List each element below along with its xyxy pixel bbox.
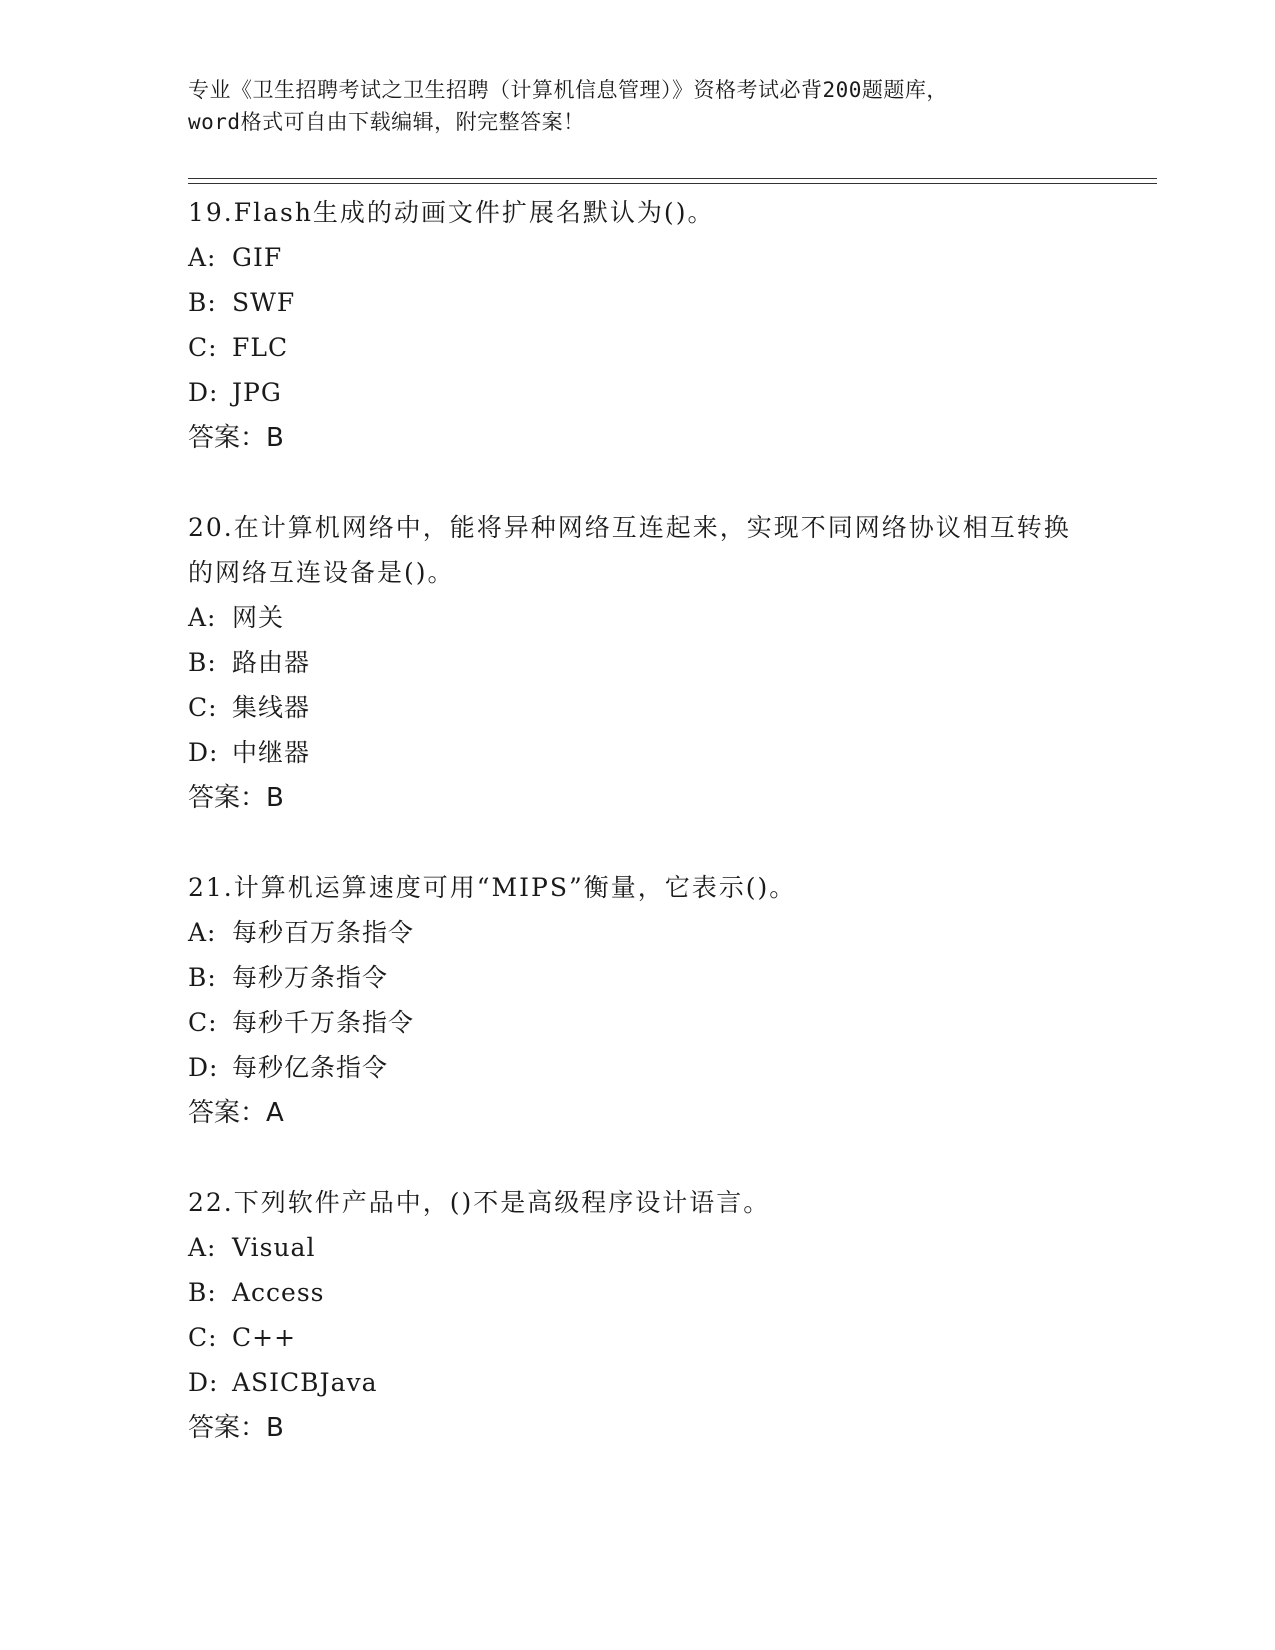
- option-key: B:: [188, 963, 217, 992]
- question-19: [188, 190, 1088, 462]
- option-b: [188, 640, 1088, 685]
- answer-line: 答案：B: [188, 783, 284, 813]
- option-key: B:: [188, 1278, 217, 1307]
- option-key: A:: [188, 1233, 217, 1262]
- question-list: [188, 190, 1088, 1452]
- option-key: B:: [188, 288, 217, 317]
- option-b: [188, 955, 1088, 1000]
- option-text: 中继器: [232, 738, 311, 767]
- option-key: C:: [188, 333, 218, 362]
- option-d: [188, 370, 1088, 415]
- option-c: [188, 1315, 1088, 1360]
- header-divider-top: [188, 178, 1157, 179]
- option-text: 集线器: [232, 693, 311, 722]
- option-b: [188, 1270, 1088, 1315]
- option-key: C:: [188, 693, 218, 722]
- option-d: [188, 1360, 1088, 1405]
- option-text: Visual: [232, 1233, 316, 1262]
- question-stem: 22.下列软件产品中，()不是高级程序设计语言。: [188, 1188, 771, 1217]
- option-text: 网关: [232, 603, 285, 632]
- question-stem: 20.在计算机网络中，能将异种网络互连起来，实现不同网络协议相互转换的网络互连设备是()。: [188, 513, 1071, 587]
- option-text: C++: [232, 1323, 297, 1352]
- answer-line: 答案：B: [188, 423, 284, 453]
- option-c: [188, 1000, 1088, 1045]
- question-20: [188, 505, 1088, 822]
- option-key: D:: [188, 1053, 219, 1082]
- option-text: 每秒百万条指令: [232, 918, 415, 947]
- option-key: C:: [188, 1323, 218, 1352]
- option-c: [188, 325, 1088, 370]
- option-key: C:: [188, 1008, 218, 1037]
- option-a: [188, 910, 1088, 955]
- option-text: 每秒亿条指令: [232, 1053, 389, 1082]
- option-text: Access: [232, 1278, 325, 1307]
- option-b: [188, 280, 1088, 325]
- option-text: FLC: [232, 333, 289, 362]
- question-22: [188, 1180, 1088, 1452]
- header-line-1: 专业《卫生招聘考试之卫生招聘（计算机信息管理）》资格考试必背200题题库，: [188, 78, 948, 102]
- question-21: [188, 865, 1088, 1137]
- option-key: A:: [188, 243, 217, 272]
- option-a: [188, 235, 1088, 280]
- option-key: D:: [188, 1368, 219, 1397]
- option-text: ASICBJava: [232, 1368, 378, 1397]
- answer-line: 答案：A: [188, 1098, 284, 1128]
- option-a: [188, 1225, 1088, 1270]
- question-stem: 19.Flash生成的动画文件扩展名默认为()。: [188, 198, 715, 227]
- question-stem: 21.计算机运算速度可用“MIPS”衡量，它表示()。: [188, 873, 797, 902]
- option-d: [188, 1045, 1088, 1090]
- option-key: D:: [188, 738, 219, 767]
- option-key: A:: [188, 603, 217, 632]
- option-text: 每秒万条指令: [232, 963, 389, 992]
- option-c: [188, 685, 1088, 730]
- option-d: [188, 730, 1088, 775]
- option-text: JPG: [232, 378, 282, 407]
- option-key: A:: [188, 918, 217, 947]
- header-line-2: word格式可自由下载编辑，附完整答案！: [188, 110, 585, 134]
- answer-line: 答案：B: [188, 1413, 284, 1443]
- option-text: 路由器: [232, 648, 311, 677]
- option-a: [188, 595, 1088, 640]
- option-key: D:: [188, 378, 219, 407]
- document-header: [188, 74, 1088, 138]
- option-text: SWF: [232, 288, 296, 317]
- option-text: GIF: [232, 243, 283, 272]
- header-divider-bottom: [188, 183, 1157, 184]
- option-text: 每秒千万条指令: [232, 1008, 415, 1037]
- option-key: B:: [188, 648, 217, 677]
